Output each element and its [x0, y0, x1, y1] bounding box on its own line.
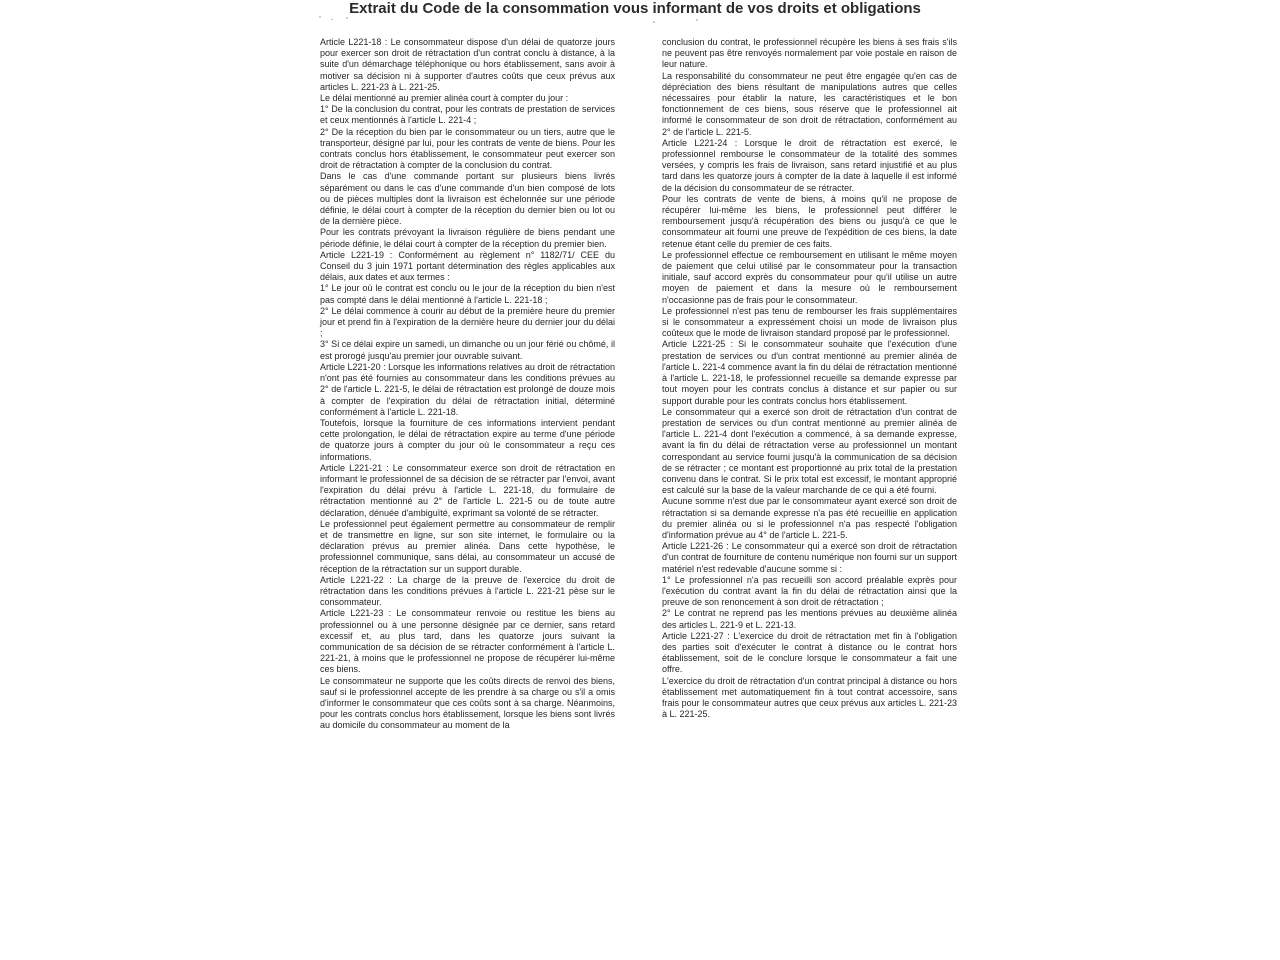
document-title: Extrait du Code de la consommation vous informant de vos droits et obligations — [349, 0, 921, 17]
paragraph: Article L221-23 : Le consommateur renvoie ou restitue les biens au professionnel ou à une personne désignée par ce dernier, sans retard excessif et, au plus tard, dans les quatorze jours suivant la communication de sa décision de se rétracter conformément à l'article L. 221-21, à moins que le professionnel ne propose de récupérer lui-même ces biens. — [320, 608, 615, 675]
paragraph: Article L221-21 : Le consommateur exerce son droit de rétractation en informant le professionnel de sa décision de se rétracter par l'envoi, avant l'expiration du délai prévu à l'article L. 221-18, du formulaire de rétractation mentionné au 2° de l'article L. 221-5 ou de toute autre déclaration, dénuée d'ambiguïté, exprimant sa volonté de se rétracter. — [320, 462, 615, 518]
paragraph: Le professionnel peut également permettre au consommateur de remplir et de transmettre en ligne, sur son site internet, le formulaire ou la déclaration prévus au premier alinéa. Dans cette hypothèse, le professionnel communique, sans délai, au consommateur un accusé de réception de la rétractation sur un support durable. — [320, 518, 615, 574]
paragraph: conclusion du contrat, le professionnel récupère les biens à ses frais s'ils ne peuvent pas être renvoyés normalement par voie postale en raison de leur nature. — [662, 37, 957, 70]
scan-speck — [346, 17, 348, 19]
paragraph: Article L221-18 : Le consommateur dispose d'un délai de quatorze jours pour exercer son droit de rétractation d'un contrat conclu à distance, à la suite d'un démarchage téléphonique ou hors établissement, sans avoir à motiver sa décision ni à supporter d'autres coûts que ceux prévus aux articles L. 221-23 à L. 221-25. — [320, 37, 615, 92]
scan-speck — [696, 19, 698, 21]
paragraph: 1° Le professionnel n'a pas recueilli son accord préalable exprès pour l'exécution du contrat avant la fin du délai de rétractation ainsi que la preuve de son renoncement à son droit de rétractation ; — [662, 574, 957, 608]
scan-speck — [653, 21, 655, 23]
paragraph: Le consommateur qui a exercé son droit de rétractation d'un contrat de prestation de services ou d'un contrat mentionné au premier alinéa de l'article L. 221-4 dont l'exécution a commencé, à sa demande expresse, avant la fin du délai de rétractation verse au professionnel un montant correspondant au service fourni jusqu'à la communication de sa décision de se rétracter ; ce montant est proportionné au prix total de la prestation convenu dans le contrat. Si le prix total est excessif, le montant approprié est calculé sur la base de la valeur marchande de ce qui a été fourni. — [662, 406, 957, 496]
paragraph: La responsabilité du consommateur ne peut être engagée qu'en cas de dépréciation des biens résultant de manipulations autres que celles nécessaires pour établir la nature, les caractéristiques et le bon fonctionnement de ces biens, sous réserve que le professionnel ait informé le consommateur de son droit de rétractation, conformément au 2° de l'article L. 221-5. — [662, 70, 957, 137]
paragraph: Pour les contrats prévoyant la livraison régulière de biens pendant une période définie, le délai court à compter de la réception du premier bien. — [320, 227, 615, 249]
paragraph: 2° Le délai commence à courir au début de la première heure du premier jour et prend fin à l'expiration de la dernière heure du dernier jour du délai ; — [320, 305, 615, 339]
paragraph: Aucune somme n'est due par le consommateur ayant exercé son droit de rétractation si sa demande expresse n'a pas été recueillie en application du premier alinéa ou si le professionnel n'a pas respecté l'obligation d'information prévue au 4° de l'article L. 221-5. — [662, 496, 957, 540]
paragraph: Le professionnel n'est pas tenu de rembourser les frais supplémentaires si le consommateur a expressément choisi un mode de livraison plus coûteux que le mode de livraison standard proposé par le professionnel. — [662, 305, 957, 339]
paragraph: Article L221-19 : Conformément au règlement n° 1182/71/ CEE du Conseil du 3 juin 1971 portant détermination des règles applicables aux délais, aux dates et aux termes : — [320, 249, 615, 283]
left-text-column — [320, 37, 615, 732]
paragraph: 2° Le contrat ne reprend pas les mentions prévues au deuxième alinéa des articles L. 221-9 et L. 221-13. — [662, 608, 957, 630]
paragraph: 2° De la réception du bien par le consommateur ou un tiers, autre que le transporteur, désigné par lui, pour les contrats de vente de biens. Pour les contrats conclus hors établissement, le consommateur peut exercer son droit de rétractation à compter de la conclusion du contrat. — [320, 126, 615, 171]
paragraph: Article L221-27 : L'exercice du droit de rétractation met fin à l'obligation des parties soit d'exécuter le contrat à distance ou le contrat hors établissement, soit de le conclure lorsque le consommateur a fait une offre. — [662, 630, 957, 675]
paragraph: Le consommateur ne supporte que les coûts directs de renvoi des biens, sauf si le professionnel accepte de les prendre à sa charge ou s'il a omis d'informer le consommateur que ces coûts sont à sa charge. Néanmoins, pour les contrats conclus hors établissement, lorsque les biens sont livrés au domicile du consommateur au moment de la — [320, 675, 615, 731]
scan-speck — [331, 19, 333, 20]
paragraph: L'exercice du droit de rétractation d'un contrat principal à distance ou hors établissement met automatiquement fin à tout contrat accessoire, sans frais pour le consommateur autres que ceux prévus aux articles L. 221-23 à L. 221-25. — [662, 675, 957, 720]
paragraph: Article L221-25 : Si le consommateur souhaite que l'exécution d'une prestation de services ou d'un contrat mentionné au premier alinéa de l'article L. 221-4 commence avant la fin du délai de rétractation mentionné à l'article L. 221-18, le professionnel recueille sa demande expresse par tout moyen pour les contrats conclus à distance et sur papier ou sur support durable pour les contrats conclus hors établissement. — [662, 339, 957, 406]
paragraph: Article L221-24 : Lorsque le droit de rétractation est exercé, le professionnel rembourse le consommateur de la totalité des sommes versées, y compris les frais de livraison, sans retard injustifié et au plus tard dans les quatorze jours à compter de la date à laquelle il est informé de la décision du consommateur de se rétracter. — [662, 137, 957, 193]
paragraph: 1° De la conclusion du contrat, pour les contrats de prestation de services et ceux mentionnés à l'article L. 221-4 ; — [320, 104, 615, 126]
right-text-column — [662, 37, 957, 720]
paragraph: Le professionnel effectue ce remboursement en utilisant le même moyen de paiement que celui utilisé par le consommateur pour la transaction initiale, sauf accord exprès du consommateur pour qu'il utilise un autre moyen de paiement et dans la mesure où le remboursement n'occasionne pas de frais pour le consommateur. — [662, 249, 957, 305]
paragraph: Pour les contrats de vente de biens, à moins qu'il ne propose de récupérer lui-même les biens, le professionnel peut différer le remboursement jusqu'à récupération des biens ou jusqu'à ce que le consommateur ait fourni une preuve de l'expédition de ces biens, la date retenue étant celle du premier de ces faits. — [662, 193, 957, 249]
paragraph: 1° Le jour où le contrat est conclu ou le jour de la réception du bien n'est pas compté dans le délai mentionné à l'article L. 221-18 ; — [320, 283, 615, 305]
paragraph: Article L221-20 : Lorsque les informations relatives au droit de rétractation n'ont pas été fournies au consommateur dans les conditions prévues au 2° de l'article L. 221-5, le délai de rétractation est prolongé de douze mois à compter de l'expiration du délai de rétractation initial, déterminé conformément à l'article L. 221-18. — [320, 361, 615, 417]
scan-speck — [319, 16, 321, 18]
paragraph: Dans le cas d'une commande portant sur plusieurs biens livrés séparément ou dans le cas d'une commande d'un bien composé de lots ou de pièces multiples dont la livraison est échelonnée sur une période définie, le délai court à compter de la réception du dernier bien ou lot ou de la dernière pièce. — [320, 171, 615, 227]
paragraph: Le délai mentionné au premier alinéa court à compter du jour : — [320, 93, 569, 104]
paragraph: 3° Si ce délai expire un samedi, un dimanche ou un jour férié ou chômé, il est prorogé jusqu'au premier jour ouvrable suivant. — [320, 339, 615, 361]
paragraph: Article L221-22 : La charge de la preuve de l'exercice du droit de rétractation dans les conditions prévues à l'article L. 221-21 pèse sur le consommateur. — [320, 574, 615, 608]
paragraph: Toutefois, lorsque la fourniture de ces informations intervient pendant cette prolongation, le délai de rétractation expire au terme d'une période de quatorze jours à compter du jour où le consommateur a reçu ces informations. — [320, 417, 615, 462]
paragraph: Article L221-26 : Le consommateur qui a exercé son droit de rétractation d'un contrat de fourniture de contenu numérique non fourni sur un support matériel n'est redevable d'aucune somme si : — [662, 541, 957, 574]
